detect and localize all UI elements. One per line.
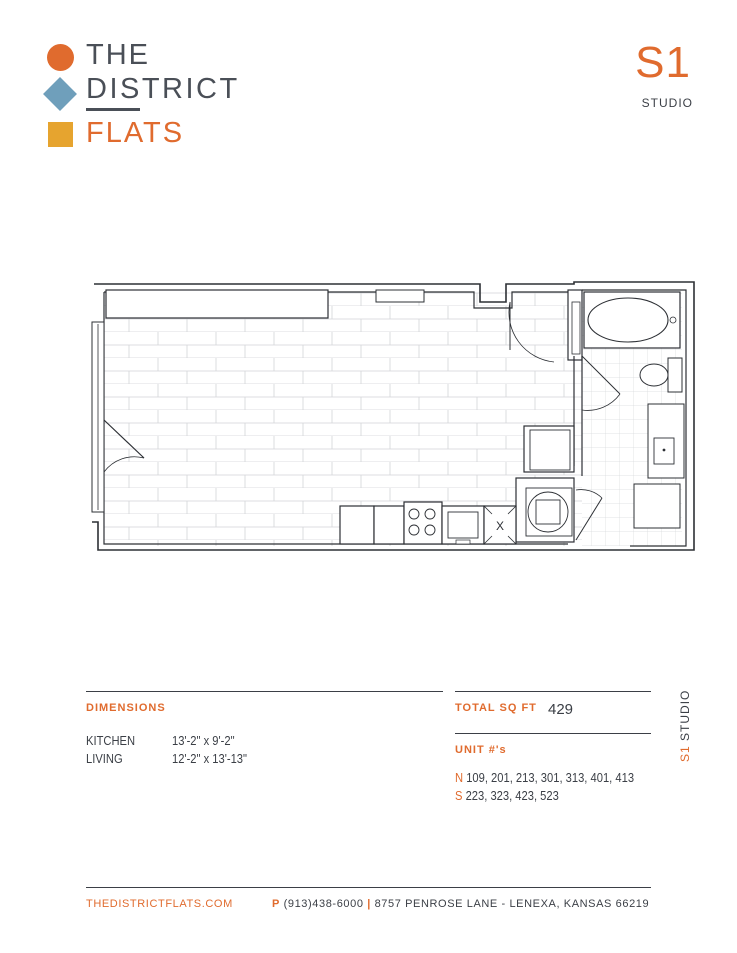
phone-number: (913)438-6000 (283, 898, 364, 910)
footer-separator: | (367, 898, 371, 910)
dimension-size-kitchen: 13'-2" x 9'-2" (172, 733, 235, 748)
south-unit-list: 223, 323, 423, 523 (465, 788, 559, 803)
side-unit-code: S1 (678, 745, 692, 762)
unit-code: S1 (635, 38, 691, 87)
totals-rule-top (455, 691, 651, 692)
logo-text-flats: FLATS (86, 117, 185, 149)
dimensions-rule (86, 691, 443, 692)
dimension-size-living: 12'-2" x 13'-13" (172, 751, 247, 766)
unit-type: STUDIO (641, 96, 693, 110)
appliance-mark: X (495, 519, 505, 533)
dimension-room-living: LIVING (86, 751, 123, 766)
toilet (668, 358, 682, 392)
totals-rule-bottom (455, 733, 651, 734)
linen-cabinet (634, 484, 680, 528)
side-unit-type: STUDIO (678, 689, 692, 741)
logo-divider (86, 108, 140, 111)
logo-text-district: DISTRICT (86, 73, 240, 105)
dimensions-heading: DIMENSIONS (86, 702, 166, 714)
logo-text-the: THE (86, 39, 150, 71)
total-sqft-value: 429 (548, 701, 574, 718)
phone-prefix: P (272, 898, 280, 910)
floor-plan (88, 280, 698, 558)
footer-rule (86, 887, 651, 888)
range (404, 502, 442, 544)
address: 8757 PENROSE LANE - LENEXA, KANSAS 66219 (374, 898, 650, 910)
logo-diamond-shape (43, 77, 77, 111)
total-sqft-label: TOTAL SQ FT (455, 702, 537, 714)
contact-line (272, 898, 649, 910)
logo-square-shape (48, 122, 73, 147)
dimension-room-kitchen: KITCHEN (86, 733, 136, 748)
upper-counter (106, 290, 328, 318)
website-link[interactable]: THEDISTRICTFLATS.COM (86, 898, 233, 910)
south-letter: S (455, 788, 463, 803)
unit-numbers-heading: UNIT #'s (455, 744, 507, 756)
north-unit-list: 109, 201, 213, 301, 313, 401, 413 (466, 770, 635, 785)
logo-circle-shape (47, 44, 74, 71)
north-letter: N (455, 770, 464, 785)
north-units (455, 770, 634, 785)
side-unit-label (676, 690, 696, 764)
south-units (455, 788, 559, 803)
lower-counter (340, 506, 374, 544)
